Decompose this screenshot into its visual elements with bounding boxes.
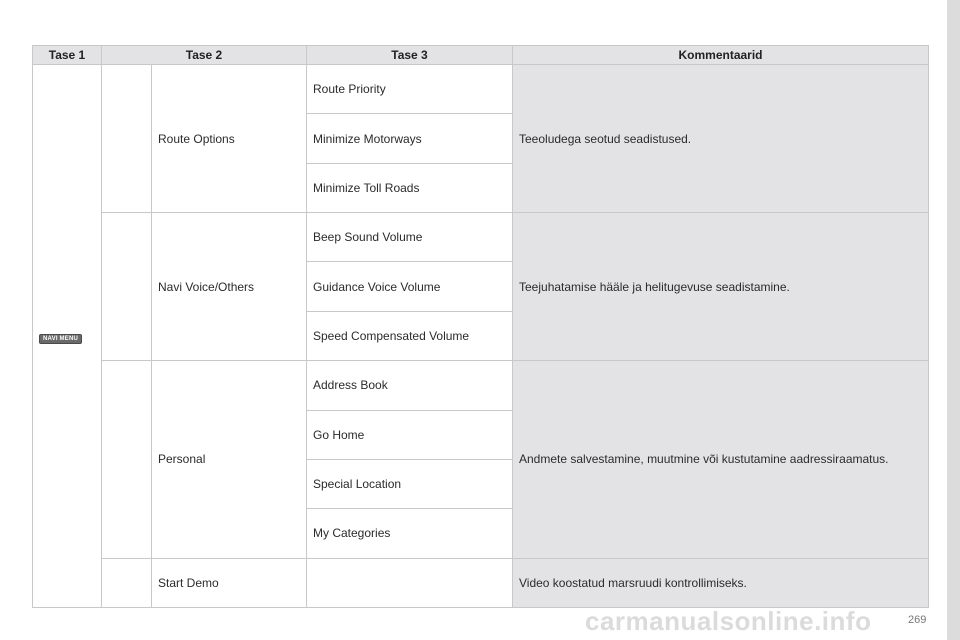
- level2-start-demo: Start Demo: [152, 558, 307, 607]
- comment-route-options: Teeoludega seotud seadistused.: [513, 65, 929, 213]
- watermark: carmanualsonline.info: [585, 606, 872, 636]
- level2-personal: Personal: [152, 361, 307, 558]
- comment-navi-voice-others: Teejuhatamise hääle ja helitugevuse seadistamine.: [513, 213, 929, 361]
- level3-item: My Categories: [307, 509, 513, 558]
- level2-navi-voice-others: Navi Voice/Others: [152, 213, 307, 361]
- settings-menu-table: [32, 45, 929, 608]
- spacer-cell: [102, 65, 152, 213]
- comment-start-demo: Video koostatud marsruudi kontrollimiseks.: [513, 558, 929, 607]
- table-header-row: [33, 46, 929, 65]
- header-comments: Kommentaarid: [513, 46, 929, 65]
- level3-item: Speed Compensated Volume: [307, 311, 513, 360]
- level3-item: Beep Sound Volume: [307, 213, 513, 262]
- level3-item: Special Location: [307, 459, 513, 508]
- spacer-cell: [102, 213, 152, 361]
- level3-item-empty: [307, 558, 513, 607]
- table-row: [33, 558, 929, 607]
- spacer-cell: [102, 558, 152, 607]
- level3-item: Go Home: [307, 410, 513, 459]
- header-level2: Tase 2: [102, 46, 307, 65]
- level3-item: Address Book: [307, 361, 513, 410]
- spacer-cell: [102, 361, 152, 558]
- table-row: [33, 361, 929, 410]
- header-level1: Tase 1: [33, 46, 102, 65]
- page-edge-band: [947, 0, 960, 640]
- table-row: [33, 213, 929, 262]
- level1-cell: [33, 65, 102, 608]
- level2-route-options: Route Options: [152, 65, 307, 213]
- level3-item: Guidance Voice Volume: [307, 262, 513, 311]
- comment-personal: Andmete salvestamine, muutmine või kustutamine aadressiraamatus.: [513, 361, 929, 558]
- header-level3: Tase 3: [307, 46, 513, 65]
- level3-item: Minimize Toll Roads: [307, 163, 513, 212]
- level3-item: Route Priority: [307, 65, 513, 114]
- page-number: 269: [908, 614, 927, 626]
- table-row: [33, 65, 929, 114]
- navi-menu-button-icon: NAVI MENU: [39, 334, 82, 344]
- level3-item: Minimize Motorways: [307, 114, 513, 163]
